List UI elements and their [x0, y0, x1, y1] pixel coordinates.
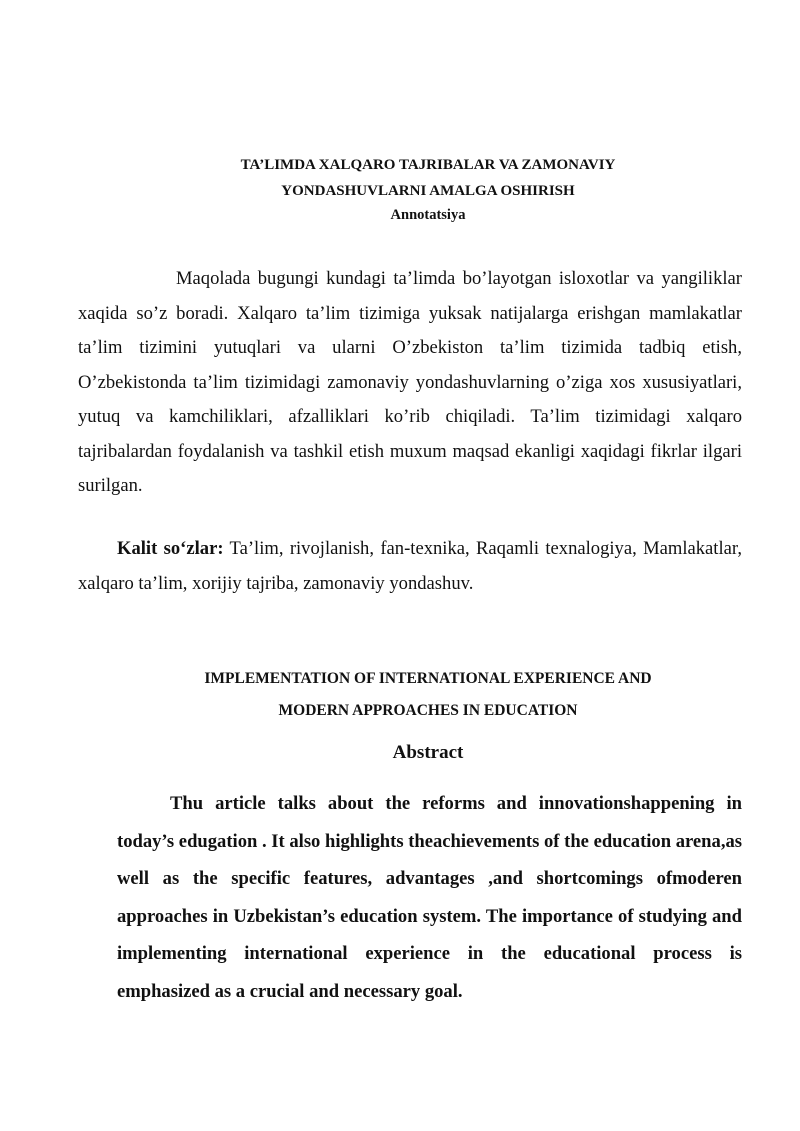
uzbek-title — [100, 152, 756, 204]
uzbek-annotation-text: Maqolada bugungi kundagi ta’limda bo’layotgan isloxotlar va yangiliklar xaqida so’z boradi. Xalqaro ta’lim tizimiga yuksak natijalarga erishgan mamlakatlar ta’lim tizimini yutuqlari va ularni O’zbekiston ta’lim tizimida tadbiq etish, O’zbekistonda ta’lim tizimidagi zamonaviy yondashuvlarning o’ziga xos xususiyatlari, yutuq va kamchiliklari, afzalliklari ko’rib chiqiladi. Ta’lim tizimidagi xalqaro tajribalardan foydalanish va tashkil etish muxum maqsad ekanligi xaqidagi fikrlar ilgari surilgan. — [78, 268, 742, 496]
keywords-paragraph — [78, 532, 742, 601]
keywords-text: Ta’lim, rivojlanish, fan-texnika, Raqamli texnalogiya, Mamlakatlar, xalqaro ta’lim, xorijiy tajriba, zamonaviy yondashuv. — [78, 538, 742, 594]
english-title-line-1: IMPLEMENTATION OF INTERNATIONAL EXPERIENCE AND — [204, 670, 652, 687]
annotation-heading: Annotatsiya — [390, 207, 466, 223]
abstract-heading: Abstract — [392, 742, 464, 763]
english-title — [78, 663, 778, 727]
english-title-line-2: MODERN APPROACHES IN EDUCATION — [278, 702, 578, 719]
uzbek-annotation-paragraph — [78, 262, 742, 504]
english-abstract-text: Thu article talks about the reforms and innovationshappening in today’s edugation . It also highlights theachievements of the education arena,as well as the specific features, advantages ,and shortcomings ofmoderen approaches in Uzbekistan’s education system. The importance of studying and implementing international experience in the educational process is emphasized as a crucial and necessary goal. — [117, 793, 742, 1002]
english-abstract-paragraph — [117, 785, 742, 1010]
keywords-label: Kalit so‘zlar: — [117, 538, 224, 559]
uzbek-title-line-2: YONDASHUVLARNI AMALGA OSHIRISH — [281, 183, 575, 199]
uzbek-title-line-1: TA’LIMDA XALQARO TAJRIBALAR VA ZAMONAVIY — [240, 157, 616, 173]
